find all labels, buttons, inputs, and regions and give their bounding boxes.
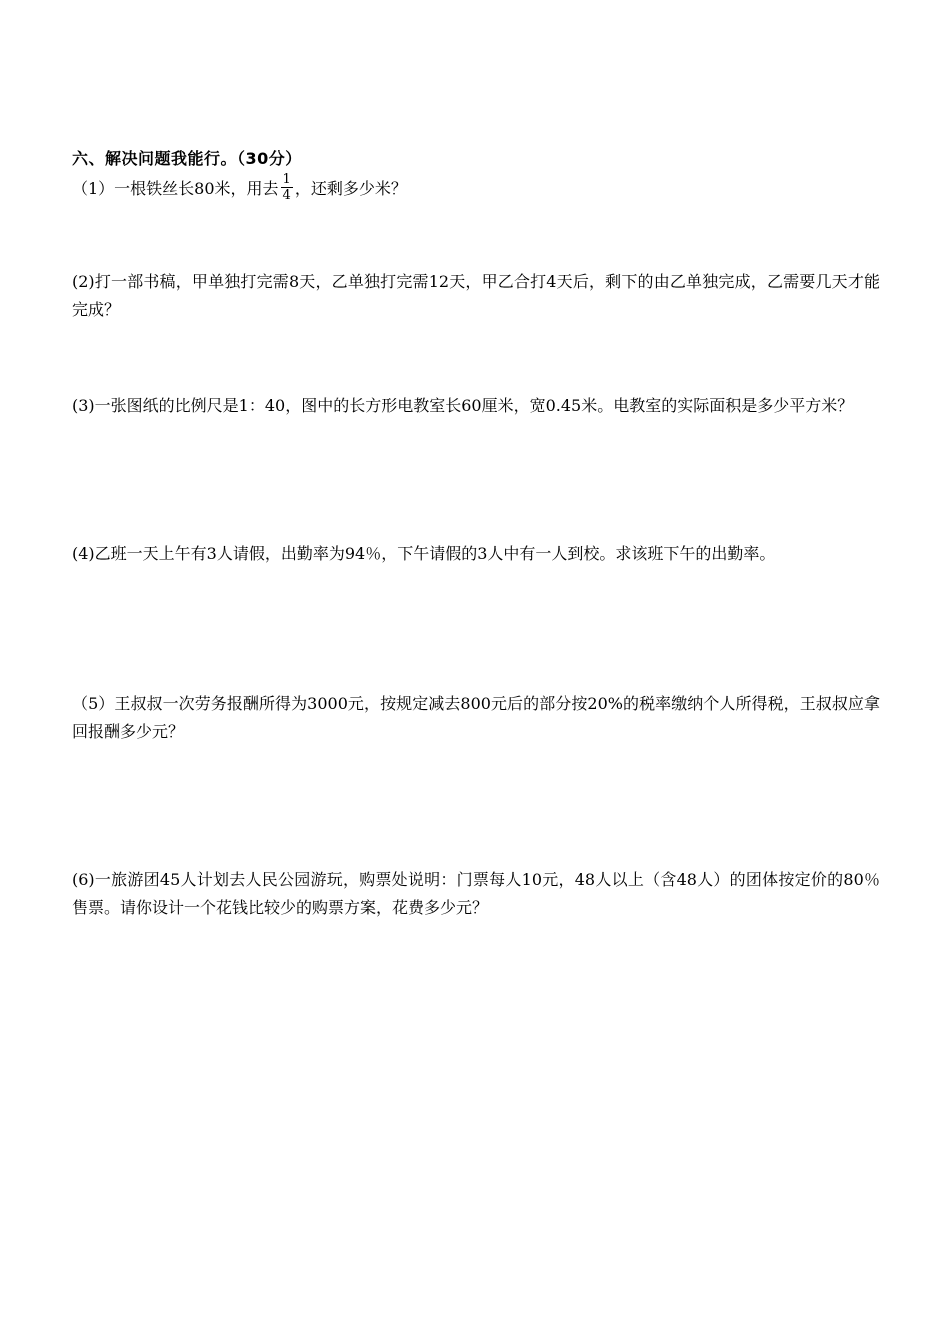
fraction-denominator: 4 <box>282 188 291 203</box>
question-5: （5）王叔叔一次劳务报酬所得为3000元，按规定减去800元后的部分按20%的税率缴纳个人所得税，王叔叔应拿回报酬多少元？ <box>72 694 880 741</box>
question-1-text-after: ，还剩多少米？ <box>294 179 407 198</box>
question-3: (3)一张图纸的比例尺是1：40，图中的长方形电教室长60厘米，宽0.45米。电教室的实际面积是多少平方米？ <box>72 396 854 415</box>
section-title: 六、解决问题我能行。（30分） <box>72 149 302 168</box>
question-1 <box>72 174 880 205</box>
question-4: (4)乙班一天上午有3人请假，出勤率为94％，下午请假的3人中有一人到校。求该班下午的出勤率。 <box>72 544 776 563</box>
fraction-numerator: 1 <box>282 172 291 187</box>
question-6: (6)一旅游团45人计划去人民公园游玩，购票处说明：门票每人10元，48人以上（含48人）的团体按定价的80％售票。请你设计一个花钱比较少的购票方案，花费多少元？ <box>72 870 880 917</box>
question-2: (2)打一部书稿，甲单独打完需8天，乙单独打完需12天，甲乙合打4天后，剩下的由乙单独完成，乙需要几天才能完成？ <box>72 272 880 319</box>
fraction-one-quarter <box>281 172 293 203</box>
question-1-text-before: （1）一根铁丝长80米，用去 <box>72 179 279 198</box>
